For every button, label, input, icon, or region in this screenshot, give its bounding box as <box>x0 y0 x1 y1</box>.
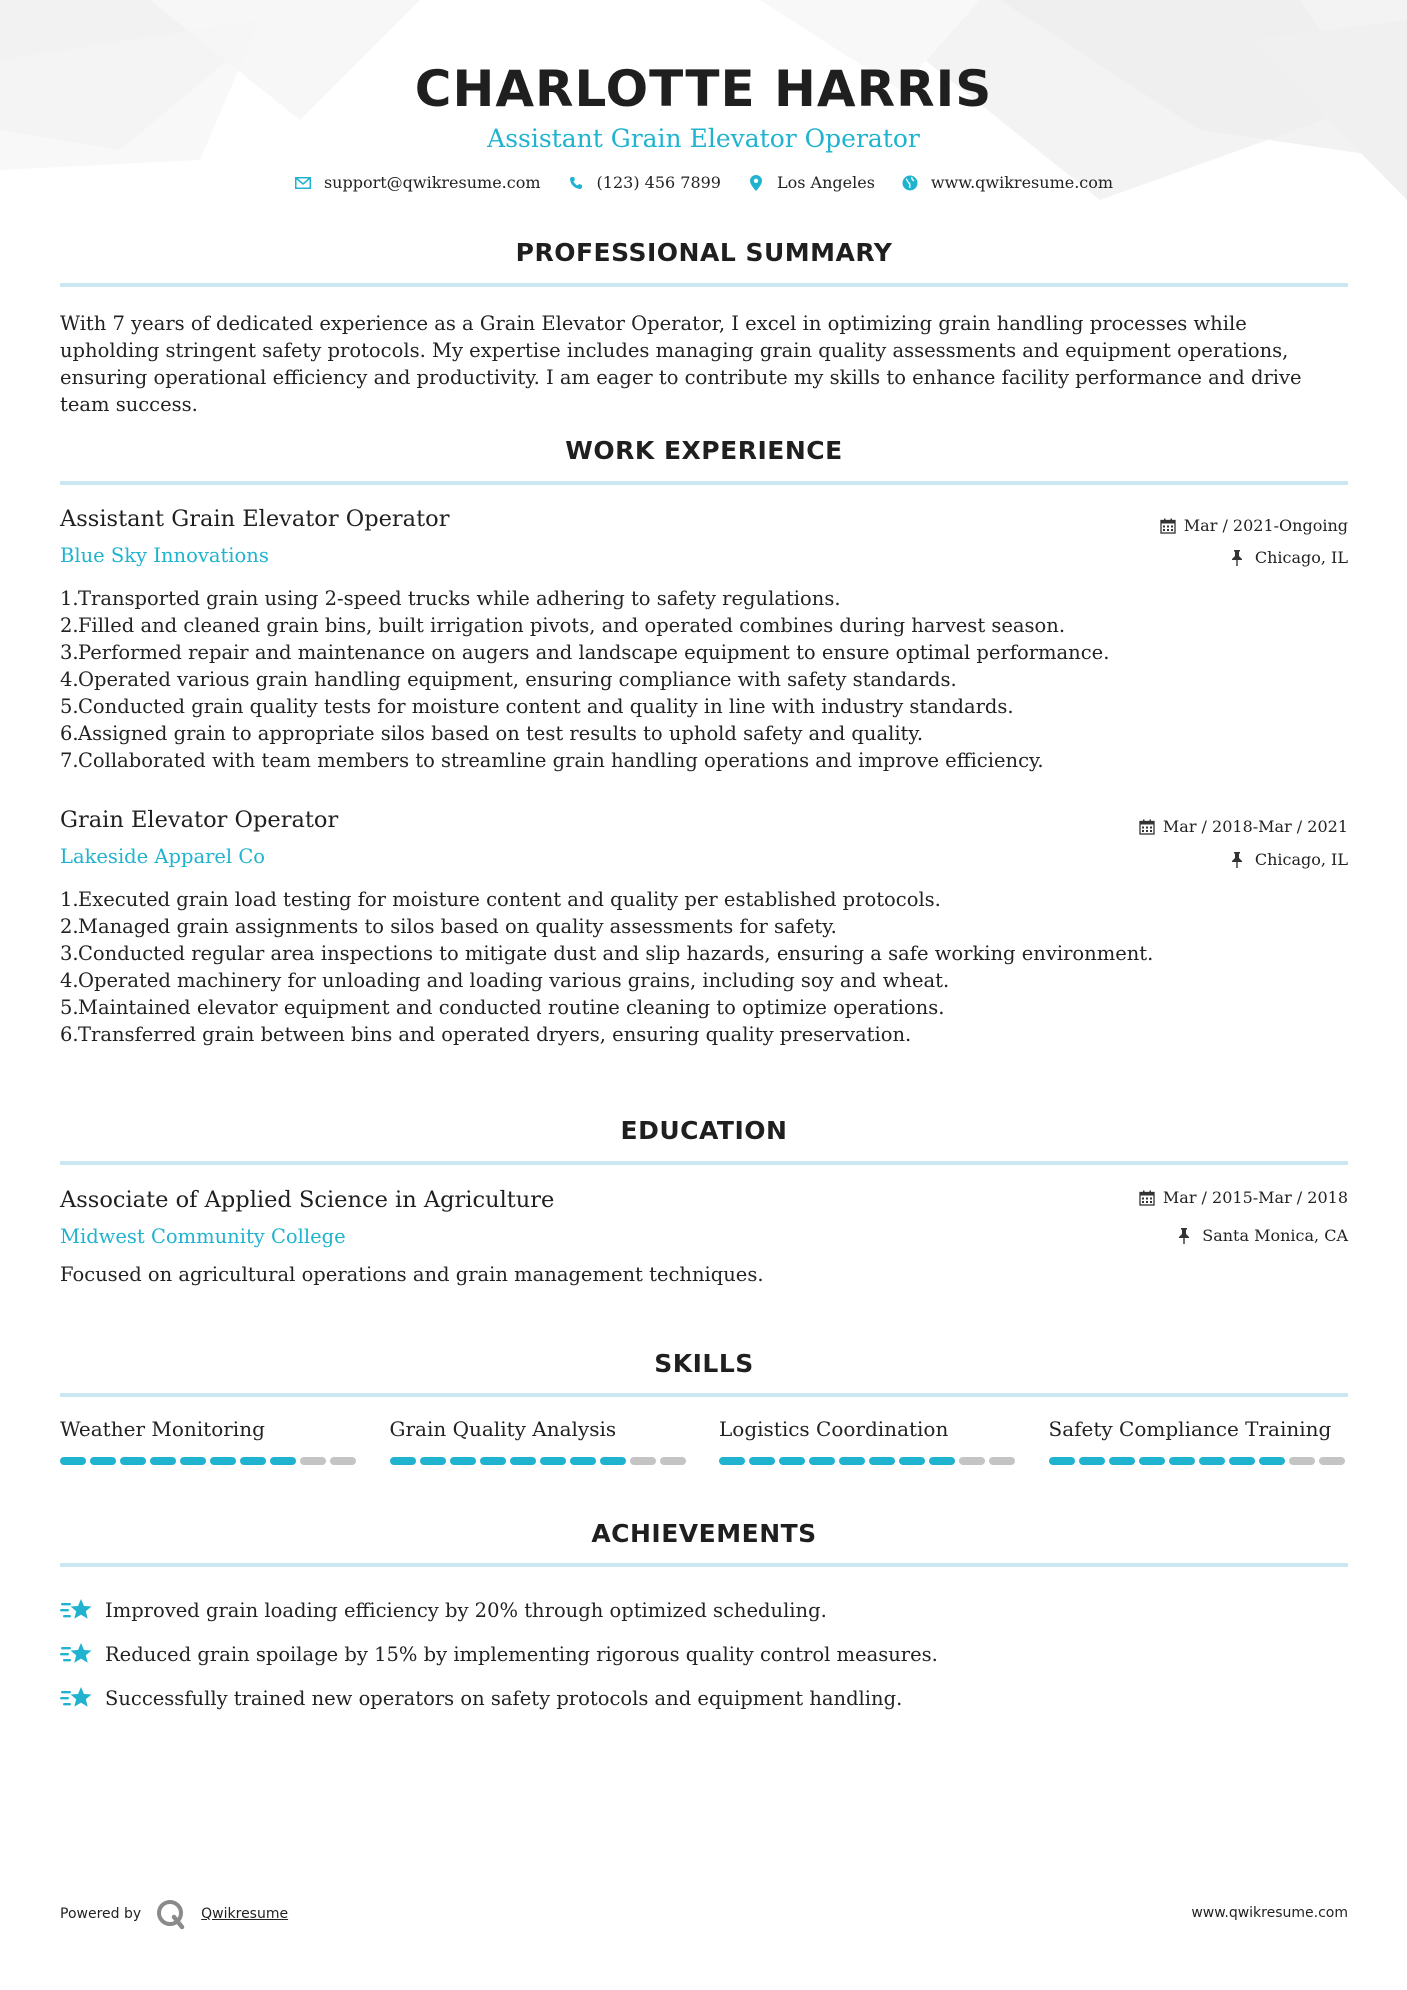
job-dates <box>1160 516 1348 535</box>
qwikresume-logo-icon <box>155 1898 187 1930</box>
map-pin-icon <box>747 174 765 192</box>
skill-level-bar <box>1049 1457 1349 1465</box>
achievement-item <box>60 1588 1348 1632</box>
shooting-star-icon <box>60 1595 93 1625</box>
education-description: Focused on agricultural operations and grain management techniques. <box>60 1263 764 1286</box>
duty-item: 1. Transported grain using 2-speed trucks while adhering to safety regulations. <box>60 587 841 610</box>
skill-level-segment <box>120 1457 146 1465</box>
education-title: EDUCATION <box>620 1116 788 1145</box>
skills-heading <box>60 1349 1348 1378</box>
summary-text: With 7 years of dedicated experience as a Grain Elevator Operator, I excel in optimizing grain handling processes while upholding stringent safety protocols. My expertise includes managing grain quality assessments and equipment operations, ensuring operational efficiency and productivity. I am eager to contribute my skills to enhance facility performance and drive team success. <box>60 312 1302 416</box>
skill-level-bar <box>60 1457 360 1465</box>
job-location <box>1231 548 1348 567</box>
skill-item <box>719 1417 1019 1465</box>
dates-text: Mar / 2021-Ongoing <box>1183 516 1348 535</box>
duty-item: 5. Conducted grain quality tests for moisture content and quality in line with industry standards. <box>60 695 1014 718</box>
achievements-heading <box>60 1519 1348 1548</box>
skill-level-segment <box>1259 1457 1285 1465</box>
skill-level-segment <box>1229 1457 1255 1465</box>
duty-item: 4. Operated machinery for unloading and loading various grains, including soy and wheat. <box>60 969 950 992</box>
skill-level-segment <box>1319 1457 1345 1465</box>
powered-by-text: Powered by <box>60 1906 142 1922</box>
education-heading <box>60 1116 1348 1145</box>
duty-item: 7. Collaborated with team members to streamline grain handling operations and improve efficiency. <box>60 749 1044 772</box>
skill-level-segment <box>1289 1457 1315 1465</box>
resume-header <box>0 58 1407 192</box>
skill-level-bar <box>390 1457 690 1465</box>
achievement-item <box>60 1632 1348 1676</box>
website-text: www.qwikresume.com <box>930 173 1114 192</box>
globe-icon <box>901 174 919 192</box>
skill-level-segment <box>809 1457 835 1465</box>
company-name: Blue Sky Innovations <box>60 544 269 567</box>
skill-item <box>390 1417 690 1465</box>
skill-level-segment <box>300 1457 326 1465</box>
skill-level-segment <box>570 1457 596 1465</box>
duty-item: 1. Executed grain load testing for moisture content and quality per established protocols. <box>60 888 941 911</box>
skill-level-segment <box>1139 1457 1165 1465</box>
pushpin-icon <box>1178 1228 1194 1244</box>
phone-icon <box>567 174 585 192</box>
summary-divider <box>60 283 1348 287</box>
achievement-text: Improved grain loading efficiency by 20% through optimized scheduling. <box>105 1598 827 1622</box>
achievement-text: Reduced grain spoilage by 15% by implementing rigorous quality control measures. <box>105 1642 938 1666</box>
calendar-icon <box>1160 518 1176 534</box>
degree-title: Associate of Applied Science in Agriculture <box>60 1187 555 1213</box>
skill-level-segment <box>779 1457 805 1465</box>
candidate-name: CHARLOTTE HARRIS <box>414 60 993 118</box>
skills-grid <box>60 1417 1348 1465</box>
skill-level-segment <box>1199 1457 1225 1465</box>
achievement-item <box>60 1676 1348 1720</box>
pushpin-icon <box>1231 550 1247 566</box>
skill-level-segment <box>600 1457 626 1465</box>
contact-phone[interactable] <box>567 173 721 192</box>
education-location <box>1178 1226 1348 1245</box>
skill-level-segment <box>989 1457 1015 1465</box>
shooting-star-icon <box>60 1639 93 1669</box>
job-duties-list <box>60 886 1348 1048</box>
duty-item: 6. Transferred grain between bins and operated dryers, ensuring quality preservation. <box>60 1023 912 1046</box>
skill-level-segment <box>929 1457 955 1465</box>
duty-item: 2. Filled and cleaned grain bins, built irrigation pivots, and operated combines during harvest season. <box>60 614 1066 637</box>
skill-level-segment <box>240 1457 266 1465</box>
skill-level-segment <box>180 1457 206 1465</box>
achievement-text: Successfully trained new operators on safety protocols and equipment handling. <box>105 1686 903 1710</box>
skill-name: Weather Monitoring <box>60 1417 265 1441</box>
skill-level-segment <box>510 1457 536 1465</box>
skill-level-segment <box>959 1457 985 1465</box>
skill-level-segment <box>1109 1457 1135 1465</box>
skill-level-segment <box>90 1457 116 1465</box>
pushpin-icon <box>1231 852 1247 868</box>
summary-title: PROFESSIONAL SUMMARY <box>515 238 893 267</box>
calendar-icon <box>1139 1190 1155 1206</box>
skill-level-segment <box>330 1457 356 1465</box>
contact-email[interactable] <box>294 173 541 192</box>
location-text: Chicago, IL <box>1254 850 1348 869</box>
job-location <box>1231 850 1348 869</box>
skill-level-segment <box>899 1457 925 1465</box>
education-dates <box>1139 1188 1348 1207</box>
dates-text: Mar / 2018-Mar / 2021 <box>1162 817 1348 836</box>
experience-heading <box>60 436 1348 465</box>
footer-powered-by <box>60 1898 288 1930</box>
contact-location <box>747 173 875 192</box>
experience-divider <box>60 481 1348 485</box>
skill-name: Logistics Coordination <box>719 1417 949 1441</box>
calendar-icon <box>1139 819 1155 835</box>
skill-level-segment <box>270 1457 296 1465</box>
location-text: Los Angeles <box>776 173 875 192</box>
skill-level-segment <box>450 1457 476 1465</box>
dates-text: Mar / 2015-Mar / 2018 <box>1162 1188 1348 1207</box>
company-name: Lakeside Apparel Co <box>60 845 266 868</box>
job-title: Grain Elevator Operator <box>60 807 339 833</box>
duty-item: 5. Maintained elevator equipment and conducted routine cleaning to optimize operations. <box>60 996 945 1019</box>
duty-item: 6. Assigned grain to appropriate silos based on test results to uphold safety and quality. <box>60 722 924 745</box>
achievements-list <box>60 1588 1348 1720</box>
duty-item: 4. Operated various grain handling equipment, ensuring compliance with safety standards. <box>60 668 957 691</box>
skill-level-bar <box>719 1457 1019 1465</box>
email-text: support@qwikresume.com <box>323 173 541 192</box>
contact-row <box>0 173 1407 192</box>
job-duties-list <box>60 585 1348 774</box>
duty-item: 3. Performed repair and maintenance on augers and landscape equipment to ensure optimal performance. <box>60 641 1110 664</box>
skill-level-segment <box>480 1457 506 1465</box>
candidate-title: Assistant Grain Elevator Operator <box>487 124 920 153</box>
phone-text: (123) 456 7899 <box>596 173 721 192</box>
skill-level-segment <box>540 1457 566 1465</box>
skill-level-segment <box>420 1457 446 1465</box>
skill-level-segment <box>839 1457 865 1465</box>
shooting-star-icon <box>60 1683 93 1713</box>
skill-level-segment <box>869 1457 895 1465</box>
education-divider <box>60 1161 1348 1165</box>
footer-website[interactable]: www.qwikresume.com <box>1191 1905 1348 1921</box>
skill-name: Safety Compliance Training <box>1048 1417 1332 1441</box>
skill-level-segment <box>719 1457 745 1465</box>
contact-website[interactable] <box>901 173 1113 192</box>
job-title: Assistant Grain Elevator Operator <box>60 506 450 532</box>
summary-heading <box>60 238 1348 267</box>
achievements-divider <box>60 1563 1348 1567</box>
skill-item <box>60 1417 360 1465</box>
skill-level-segment <box>749 1457 775 1465</box>
envelope-icon <box>294 174 312 192</box>
duty-item: 3. Conducted regular area inspections to mitigate dust and slip hazards, ensuring a safe working environment. <box>60 942 1154 965</box>
skill-level-segment <box>150 1457 176 1465</box>
school-name: Midwest Community College <box>60 1225 346 1248</box>
skills-title: SKILLS <box>654 1349 754 1378</box>
skill-level-segment <box>1079 1457 1105 1465</box>
skill-item <box>1049 1417 1349 1465</box>
skill-level-segment <box>660 1457 686 1465</box>
skill-level-segment <box>390 1457 416 1465</box>
experience-title: WORK EXPERIENCE <box>565 436 843 465</box>
location-text: Chicago, IL <box>1254 548 1348 567</box>
duty-item: 2. Managed grain assignments to silos based on quality assessments for safety. <box>60 915 837 938</box>
skill-level-segment <box>1049 1457 1075 1465</box>
skill-level-segment <box>60 1457 86 1465</box>
skill-level-segment <box>1169 1457 1195 1465</box>
skill-level-segment <box>210 1457 236 1465</box>
skills-divider <box>60 1393 1348 1397</box>
location-text: Santa Monica, CA <box>1202 1226 1348 1245</box>
job-dates <box>1139 817 1348 836</box>
skill-level-segment <box>630 1457 656 1465</box>
skill-name: Grain Quality Analysis <box>389 1417 617 1441</box>
brand-link[interactable]: Qwikresume <box>201 1906 289 1922</box>
achievements-title: ACHIEVEMENTS <box>591 1519 817 1548</box>
